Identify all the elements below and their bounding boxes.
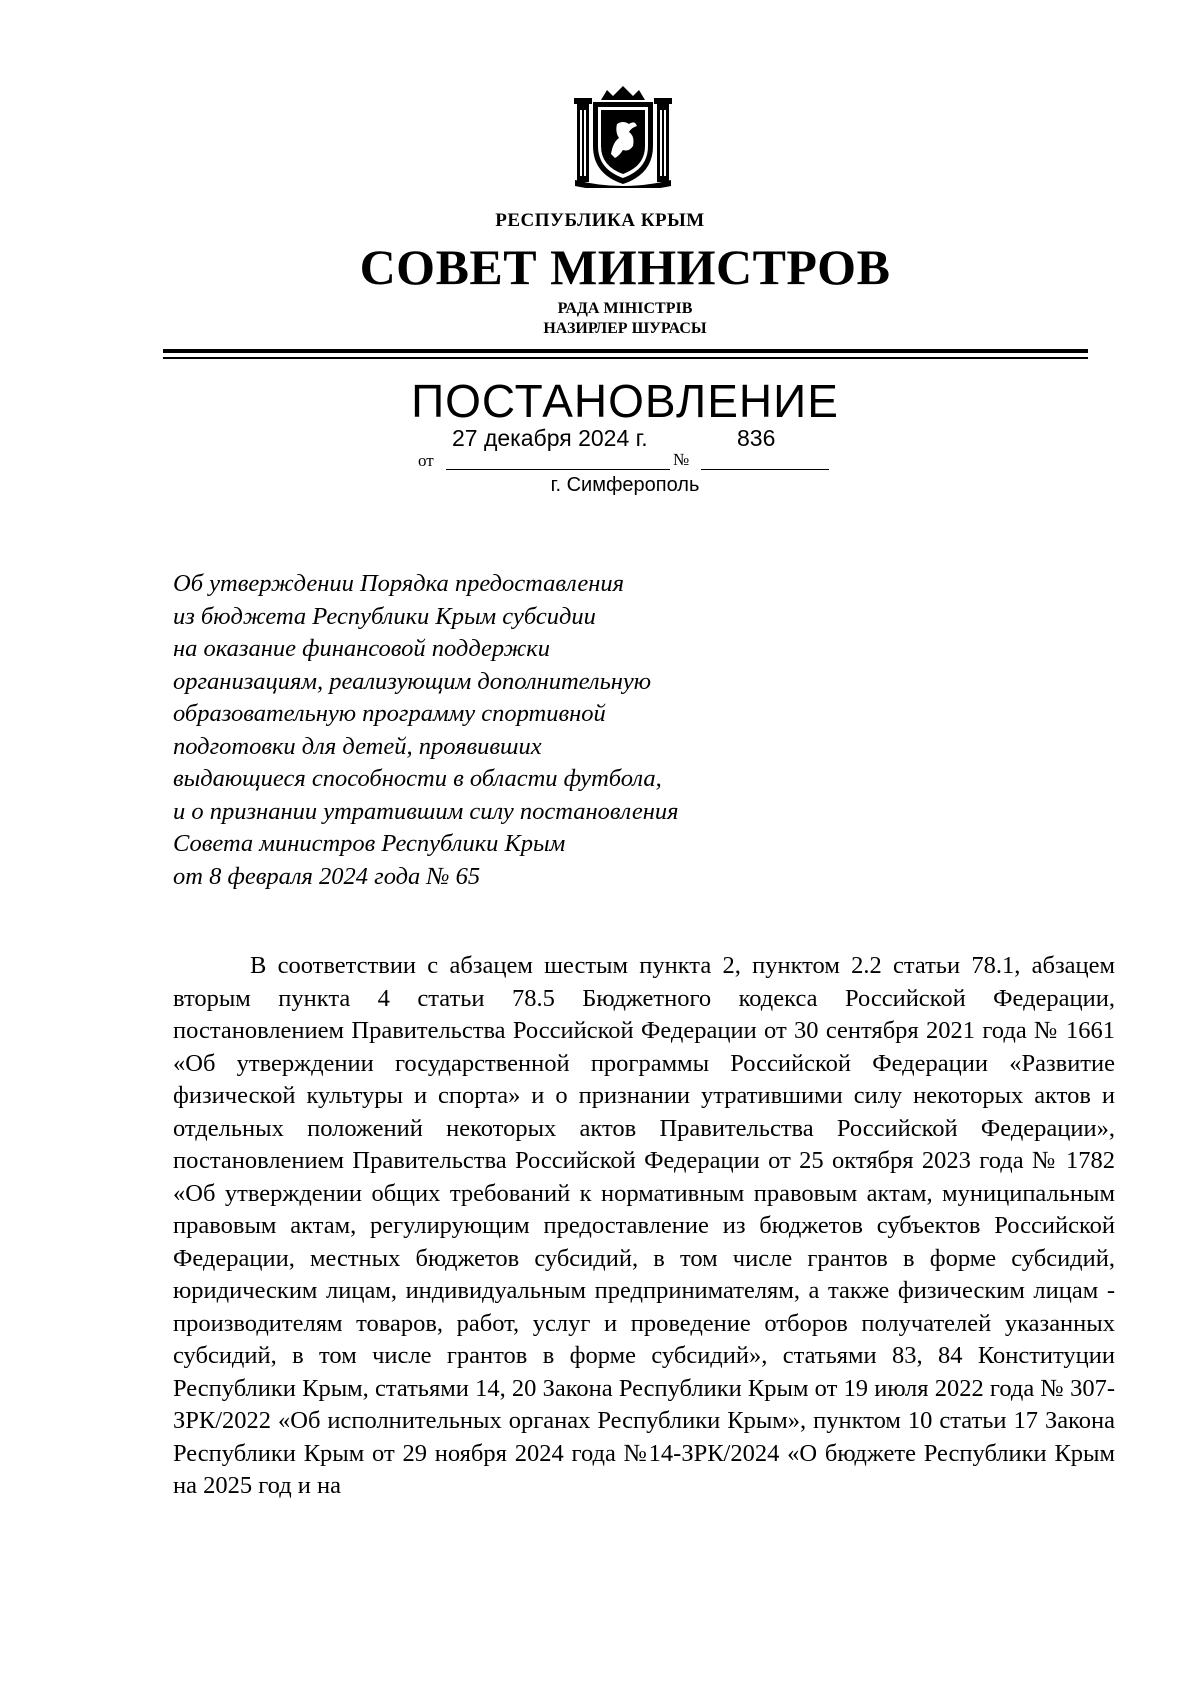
- title-line: из бюджета Республики Крым субсидии: [173, 602, 596, 630]
- title-line: Совета министров Республики Крым: [173, 830, 566, 857]
- number-label: №: [673, 450, 690, 469]
- title-line: образовательную программу спортивной: [173, 700, 606, 727]
- header-divider-thin: [163, 357, 1088, 359]
- crimea-coat-of-arms-icon: [571, 84, 675, 188]
- header-divider-thick: [163, 349, 1088, 353]
- decree-date: 27 декабря 2024 г.: [452, 425, 648, 451]
- title-line: на оказание финансовой поддержки: [173, 635, 551, 662]
- date-underline: [446, 469, 670, 470]
- title-line: Об утверждении Порядка предоставления: [173, 570, 624, 597]
- title-line: и о признании утратившим силу постановления: [173, 797, 679, 825]
- republic-name: РЕСПУБЛИКА КРЫМ: [495, 210, 705, 231]
- body-paragraph: В соответствии с абзацем шестым пункта 2, пунктом 2.2 статьи 78.1, абзацем вторым пункта 4 статьи 78.5 Бюджетного кодекса Российской Федерации, постановлением Правительства Российской Федерации от 30 сентября 2021 года № 1661 «Об утверждении государственной программы Российской Федерации «Развитие физической культуры и спорта» и о признании утратившими силу некоторых актов и отдельных положений некоторых актов Правительства Российской Федерации», постановлением Правительства Российской Федерации от 25 октября 2023 года № 1782 «Об утверждении общих требований к нормативным правовым актам, муниципальным правовым актам, регулирующим предоставление из бюджетов субъектов Российской Федерации, местных бюджетов субсидий, в том числе грантов в форме субсидий, юридическим лицам, индивидуальным предпринимателям, а также физическим лицам - производителям товаров, работ, услуг и проведение отборов получателей указанных субсидий, в том числе грантов в форме субсидий», статьями 83, 84 Конституции Республики Крым, статьями 14, 20 Закона Республики Крым от 19 июля 2022 года № 307-ЗРК/2022 «Об исполнительных органах Республики Крым», пунктом 10 статьи 17 Закона Республики Крым от 29 ноября 2024 года №14-ЗРК/2024 «О бюджете Республики Крым на 2025 год и на: [173, 952, 1115, 1499]
- council-name-crimean-tatar: НАЗИРЛЕР ШУРАСЫ: [543, 320, 707, 337]
- decree-title: [173, 568, 873, 893]
- title-line: подготовки для детей, проявивших: [173, 732, 542, 760]
- council-name-ukrainian: РАДА МІНІСТРІВ: [557, 300, 693, 317]
- decree-number: 836: [737, 425, 776, 451]
- date-label: от: [418, 451, 434, 470]
- number-underline: [701, 469, 829, 470]
- city: г. Симферополь: [550, 474, 700, 496]
- title-line: от 8 февраля 2024 года № 65: [173, 862, 481, 890]
- title-line: организациям, реализующим дополнительную: [173, 667, 652, 695]
- title-line: выдающиеся способности в области футбола,: [173, 765, 662, 792]
- document-type: ПОСТАНОВЛЕНИЕ: [411, 375, 839, 427]
- council-name: СОВЕТ МИНИСТРОВ: [359, 239, 891, 295]
